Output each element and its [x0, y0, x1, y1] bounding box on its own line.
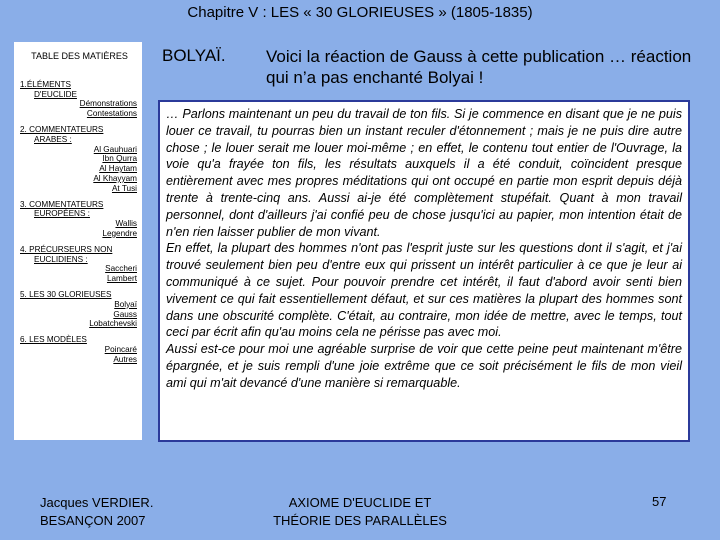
toc-item-link[interactable]: Wallis [115, 219, 137, 229]
toc-item-link[interactable]: Al Gauhuari [93, 144, 137, 154]
toc-section-label: 4. PRÉCURSEURS NON [20, 244, 113, 254]
toc-section-label-cont: D'EUCLIDE [34, 89, 77, 99]
toc-item-link[interactable]: Lobatchevski [89, 319, 137, 329]
toc-item-link[interactable]: Contestations [86, 109, 137, 119]
toc-section-label: 3. COMMENTATEURS [20, 199, 104, 209]
toc-section-label: 5. LES 30 GLORIEUSES [20, 289, 112, 299]
table-of-contents [14, 42, 142, 440]
heading-text: Voici la réaction de Gauss à cette publication … réaction qui n’a pas enchanté Bolyai ! [266, 47, 692, 87]
toc-section-link[interactable] [20, 200, 139, 220]
toc-item-link[interactable]: Gauss [113, 309, 137, 319]
toc-section-label-cont: ARABES : [34, 134, 72, 144]
quote-paragraph-3: Aussi est-ce pour moi une agréable surprise de voir que cette peine peut maintenant m'être épargnée, et je suis rempli d'une joie extrême que ce soit précisément le fils de mon vieil ami qui m'ait devancé d'une manière si remarquable. [166, 342, 682, 390]
heading-author: BOLYAÏ. [162, 46, 226, 65]
footer-title-line1: AXIOME D'EUCLIDE ET [288, 495, 432, 510]
gauss-quote [158, 100, 690, 442]
footer-title-line2: THÉORIE DES PARALLÈLES [273, 513, 447, 528]
toc-item-link[interactable]: Lambert [106, 274, 137, 284]
toc-section-link[interactable] [20, 80, 139, 100]
toc-item-link[interactable]: Autres [113, 354, 137, 364]
toc-section-label-cont: EUCLIDIENS : [34, 254, 88, 264]
toc-item-link[interactable]: Bolyaï [114, 299, 137, 309]
quote-paragraph-1: … Parlons maintenant un peu du travail de ton fils. Si je commence en disant que je ne puis louer ce travail, tu pourras bien un instant reculer d'étonnement ; mais je ne puis dire autre chose ; le louer serait me louer moi-même ; en effet, le contenu tout entier de l'Ouvrage, la voie qu'a frayée ton fils, les résultats auxquels il a été conduit, coïncident presque entièrement avec mes propres méditations qui ont occupé en partie mon esprit depuis déjà trente à trente-cinq ans. Aussi ai-je été complètement stupéfait. Quant à mon travail personnel, dont d'ailleurs j'ai confié peu de chose jusqu'ici au papier, mon intention était de n'en rien laisser publier de mon vivant. [166, 107, 682, 239]
toc-section-label: 2. COMMENTATEURS [20, 124, 104, 134]
slide-title: Chapitre V : LES « 30 GLORIEUSES » (1805-1835) [187, 4, 533, 21]
toc-item-link[interactable]: Ibn Qurra [102, 154, 137, 164]
toc-section-label: 6. LES MODÈLES [20, 335, 87, 345]
toc-title: TABLE DES MATIÈRES [31, 51, 128, 61]
footer-title [250, 494, 470, 530]
page-number: 57 [652, 494, 667, 509]
toc-item-link[interactable]: Saccheri [105, 264, 137, 274]
toc-item-link[interactable]: Poincaré [104, 344, 137, 354]
toc-section [20, 335, 139, 364]
toc-item-link[interactable]: Legendre [102, 228, 137, 238]
toc-section [20, 200, 139, 239]
toc-section-link[interactable] [20, 335, 139, 345]
toc-section-link[interactable] [20, 245, 139, 265]
toc-section-label: 1.ÉLÉMENTS [20, 79, 71, 89]
toc-item-link[interactable]: Al Khayyam [93, 173, 137, 183]
toc-section [20, 245, 139, 284]
toc-section-label-cont: EUROPÉENS : [34, 209, 90, 219]
toc-item-link[interactable]: At Tusi [111, 183, 137, 193]
footer-author [40, 494, 153, 530]
toc-item-link[interactable]: Démonstrations [79, 99, 137, 109]
toc-item-link[interactable]: Al Haytam [99, 164, 137, 174]
footer-author-name: Jacques VERDIER. [40, 495, 154, 510]
quote-paragraph-2: En effet, la plupart des hommes n'ont pas l'esprit juste sur les questions dont il s'agit, et j'ai trouvé seulement bien peu d'entre eux qui prissent un intérêt particulier à ce que je leur ai communiqué à ce sujet. Pour pouvoir prendre cet intérêt, il faut d'abord avoir senti bien vivement ce qui fait essentiellement défaut, et sur ces matières la plupart des hommes sont dans une obscurité complète. C'était, au contraire, mon idée de mettre, avec le temps, tout ceci par écrit afin qu'au moins cela ne périsse pas avec moi. [166, 241, 682, 340]
toc-sections [20, 80, 139, 365]
toc-section [20, 125, 139, 194]
toc-section-link[interactable] [20, 125, 139, 145]
toc-section [20, 80, 139, 119]
toc-section-link[interactable] [20, 290, 139, 300]
toc-section [20, 290, 139, 329]
footer-author-place: BESANÇON 2007 [40, 513, 146, 528]
